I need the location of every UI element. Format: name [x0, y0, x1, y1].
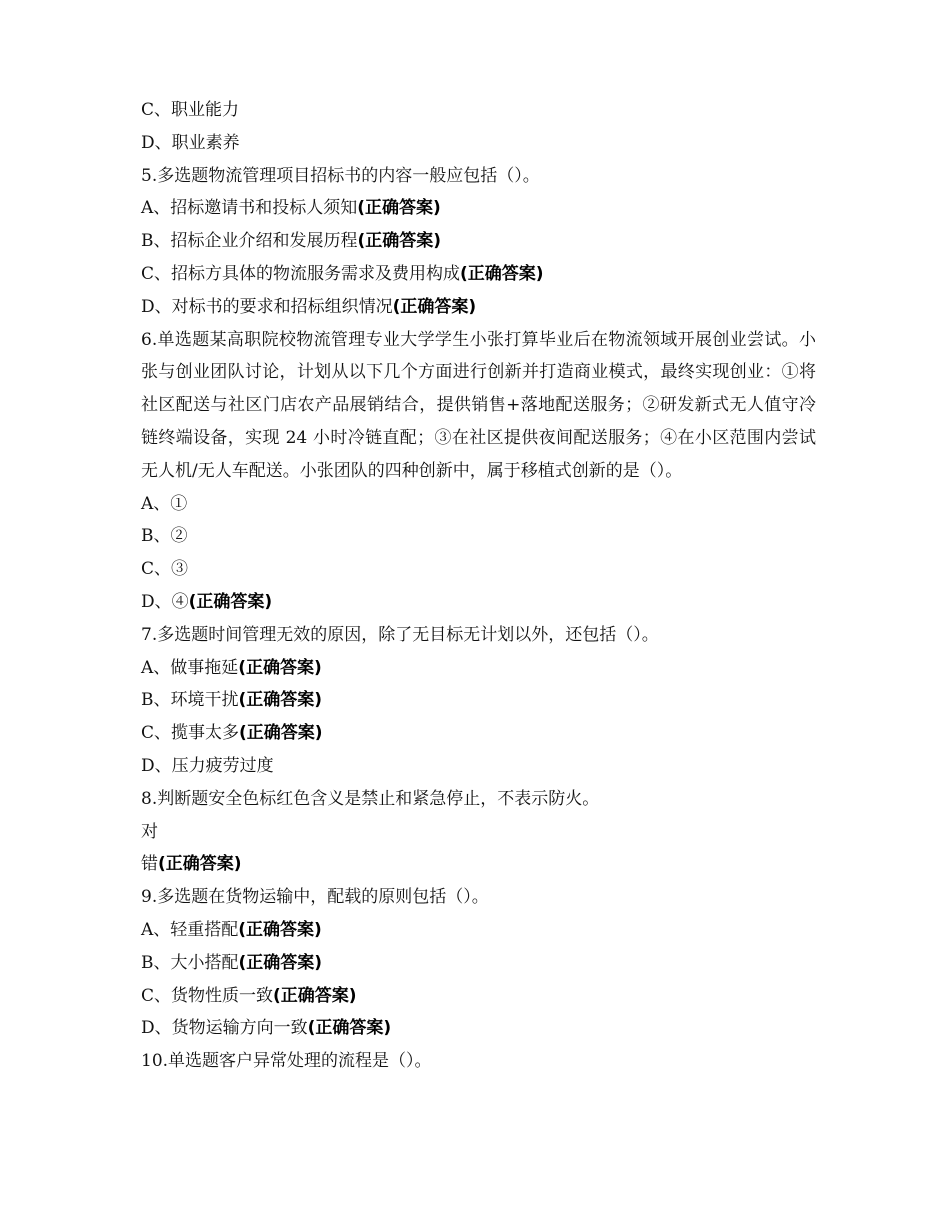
option-line: C、货物性质一致(正确答案) [141, 985, 357, 1006]
option-line: B、招标企业介绍和发展历程(正确答案) [141, 231, 442, 252]
question-paragraph: 6.单选题某高职院校物流管理专业大学学生小张打算毕业后在物流领域开展创业尝试。小张与创业团队讨论，计划从以下几个方面进行创新并打造商业模式，最终实现创业：①将社区配送与社区门店农产品展销结合，提供销售+落地配送服务；②研发新式无人值守冷链终端设备，实现 24 小时冷链直配；③在社区提供夜间配送服务；④在小区范围内尝试无人机/无人车配送。小张团队的四种创新中，属于移植式创新的是（）。 [141, 329, 816, 481]
option-line: A、招标邀请书和投标人须知(正确答案) [141, 198, 441, 219]
option-line: D、压力疲劳过度 [141, 755, 274, 776]
correct-answer-mark: (正确答案) [357, 231, 442, 252]
option-line: D、④(正确答案) [141, 591, 273, 612]
option-line: A、轻重搭配(正确答案) [141, 919, 322, 940]
option-line: 对 [141, 821, 158, 842]
option-line: B、环境干扰(正确答案) [141, 690, 323, 711]
option-line: D、对标书的要求和招标组织情况(正确答案) [141, 296, 477, 317]
correct-answer-mark: (正确答案) [273, 985, 357, 1006]
correct-answer-mark: (正确答案) [392, 296, 477, 317]
question-line: 7.多选题时间管理无效的原因，除了无目标无计划以外，还包括（）。 [141, 624, 659, 645]
correct-answer-mark: (正确答案) [307, 1018, 392, 1039]
question-line: 10.单选题客户异常处理的流程是（）。 [141, 1051, 432, 1072]
question-line: 5.多选题物流管理项目招标书的内容一般应包括（）。 [141, 165, 540, 186]
correct-answer-mark: (正确答案) [158, 854, 242, 875]
option-line: C、职业能力 [141, 100, 240, 120]
correct-answer-mark: (正确答案) [238, 657, 322, 678]
option-line: B、大小搭配(正确答案) [141, 952, 323, 973]
option-line: B、② [141, 526, 188, 547]
question-line: 8.判断题安全色标红色含义是禁止和紧急停止，不表示防火。 [141, 788, 600, 809]
correct-answer-mark: (正确答案) [239, 723, 323, 744]
option-line: C、③ [141, 559, 189, 580]
option-line: D、货物运输方向一致(正确答案) [141, 1018, 392, 1039]
correct-answer-mark: (正确答案) [460, 263, 544, 284]
correct-answer-mark: (正确答案) [188, 591, 273, 612]
correct-answer-mark: (正确答案) [357, 198, 441, 219]
option-line: C、招标方具体的物流服务需求及费用构成(正确答案) [141, 263, 544, 284]
option-line: 错(正确答案) [141, 854, 242, 875]
option-line: A、做事拖延(正确答案) [141, 657, 322, 678]
option-line: C、揽事太多(正确答案) [141, 723, 323, 744]
question-line: 9.多选题在货物运输中，配载的原则包括（）。 [141, 887, 489, 908]
document-page [141, 94, 816, 1078]
correct-answer-mark: (正确答案) [238, 919, 322, 940]
option-line: D、职业素养 [141, 132, 240, 153]
correct-answer-mark: (正确答案) [238, 690, 323, 711]
correct-answer-mark: (正确答案) [238, 952, 323, 973]
option-line: A、① [141, 493, 188, 514]
